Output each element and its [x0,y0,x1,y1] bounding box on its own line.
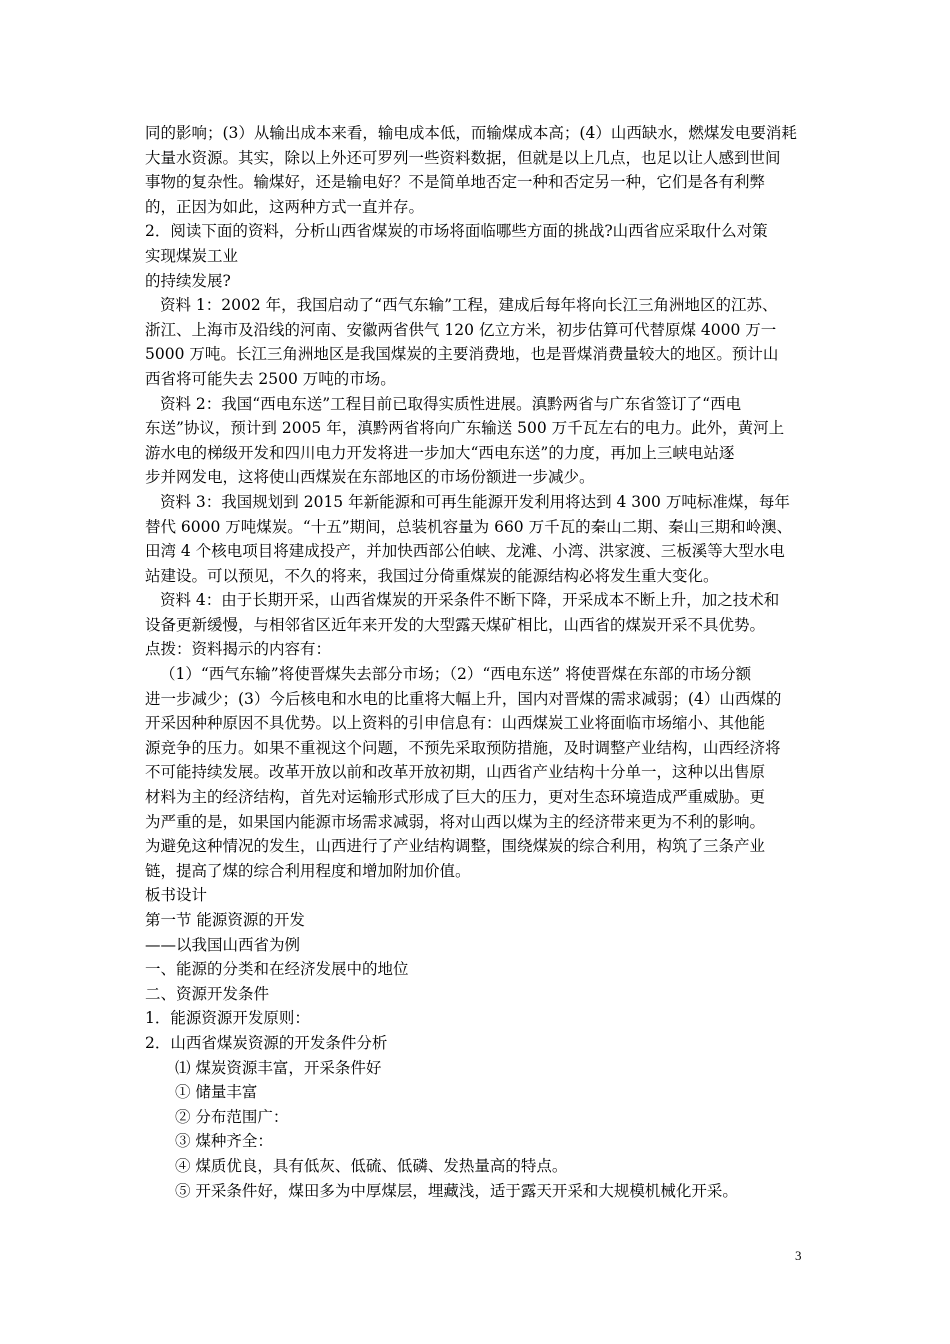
document-body [145,121,810,1203]
text-line: 大量水资源。其实，除以上外还可罗列一些资料数据，但就是以上几点，也足以让人感到世间 [145,148,781,167]
text-line: 资料 1：2002 年，我国启动了“西气东输”工程，建成后每年将向长江三角洲地区的江苏、 [160,296,778,315]
text-line: 二、资源开发条件 [145,984,270,1003]
text-line: ⑤ 开采条件好，煤田多为中厚煤层，埋藏浅，适于露天开采和大规模机械化开采。 [175,1181,738,1200]
text-line: 不可能持续发展。改革开放以前和改革开放初期，山西省产业结构十分单一，这种以出售原 [145,763,766,782]
text-line: 同的影响；(3）从输出成本来看，输电成本低，而输煤成本高；(4）山西缺水，燃煤发电要消耗 [145,124,797,142]
text-line: 游水电的梯级开发和四川电力开发将进一步加大“西电东送”的力度，再加上三峡电站逐 [145,443,735,462]
text-line: 一、能源的分类和在经济发展中的地位 [145,960,409,979]
text-line: ② 分布范围广： [175,1107,289,1126]
text-line: ① 储量丰富 [175,1083,258,1102]
text-line: 第一节 能源资源的开发 [145,911,305,929]
text-line: 材料为主的经济结构，首先对运输形式形成了巨大的压力，更对生态环境造成严重威胁。更 [145,788,766,807]
text-line: 站建设。可以预见，不久的将来，我国过分倚重煤炭的能源结构必将发生重大变化。 [145,566,719,585]
page-number: 3 [795,1248,802,1263]
text-line: 源竞争的压力。如果不重视这个问题，不预先采取预防措施，及时调整产业结构，山西经济将 [145,738,781,757]
text-line: 东送”协议，预计到 2005 年，滇黔两省将向广东输送 500 万千瓦左右的电力。此外，黄河上 [145,419,785,438]
text-line: 西省将可能失去 2500 万吨的市场。 [145,369,396,388]
text-line: 资料 2：我国“西电东送”工程目前已取得实质性进展。滇黔两省与广东省签订了“西电 [160,394,742,413]
text-line: 资料 3：我国规划到 2015 年新能源和可再生能源开发利用将达到 4 300 万吨标准煤，每年 [160,492,790,511]
text-line: 设备更新缓慢，与相邻省区近年来开发的大型露天煤矿相比，山西省的煤炭开采不具优势。 [145,615,766,634]
text-line: 实现煤炭工业 [145,246,239,265]
text-line: 事物的复杂性。输煤好，还是输电好？不是简单地否定一种和否定另一种，它们是各有利弊 [145,173,766,192]
text-line: 为避免这种情况的发生，山西进行了产业结构调整，围绕煤炭的综合利用，构筑了三条产业 [145,837,766,856]
text-line: 步并网发电，这将使山西煤炭在东部地区的市场份额进一步减少。 [145,468,595,487]
text-line: 5000 万吨。长江三角洲地区是我国煤炭的主要消费地，也是晋煤消费量较大的地区。预计山 [145,345,779,364]
text-line: 田湾 4 个核电项目将建成投产，并加快西部公伯峡、龙滩、小湾、洪家渡、三板溪等大型水电 [145,542,785,561]
text-line: 为严重的是，如果国内能源市场需求减弱，将对山西以煤为主的经济带来更为不利的影响。 [145,812,766,831]
text-line: 的，正因为如此，这两种方式一直并存。 [145,197,425,216]
text-line: ③ 煤种齐全： [175,1132,273,1151]
text-line: 2．山西省煤炭资源的开发条件分析 [145,1033,388,1052]
text-line: 开采因种种原因不具优势。以上资料的引申信息有：山西煤炭工业将面临市场缩小、其他能 [145,714,766,733]
text-line: 链，提高了煤的综合利用程度和增加附加价值。 [145,861,471,880]
text-line: 浙江、上海市及沿线的河南、安徽两省供气 120 亿立方米，初步估算可代替原煤 4000 万一 [145,320,777,339]
text-line: ——以我国山西省为例 [145,935,301,954]
text-line: 资料 4：由于长期开采，山西省煤炭的开采条件不断下降，开采成本不断上升，加之技术和 [160,591,780,610]
text-line: （1）“西气东输”将使晋煤失去部分市场；（2）“西电东送” 将使晋煤在东部的市场分额 [160,665,752,684]
text-line: ⑴ 煤炭资源丰富，开采条件好 [175,1058,382,1077]
text-line: 替代 6000 万吨煤炭。“十五”期间，总装机容量为 660 万千瓦的秦山二期、秦山三期和岭澳、 [145,517,793,536]
text-line: 点拨：资料揭示的内容有： [145,640,332,659]
text-line: 进一步减少；(3）今后核电和水电的比重将大幅上升，国内对晋煤的需求减弱；(4）山西煤的 [145,689,782,708]
text-line: 的持续发展? [145,271,231,290]
text-line: 2．阅读下面的资料，分析山西省煤炭的市场将面临哪些方面的挑战?山西省应采取什么对策 [145,222,768,241]
text-line: 板书设计 [145,886,208,905]
text-line: 1．能源资源开发原则： [145,1009,310,1028]
text-line: ④ 煤质优良，具有低灰、低硫、低磷、发热量高的特点。 [175,1156,568,1175]
